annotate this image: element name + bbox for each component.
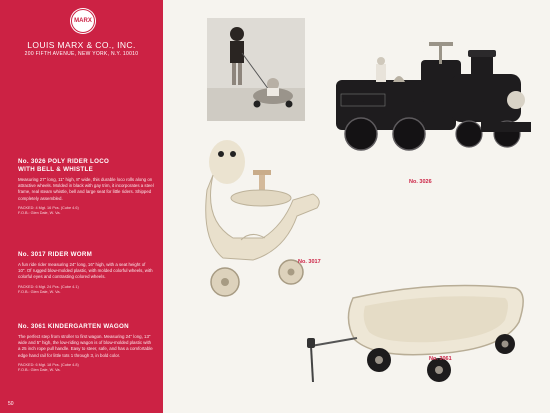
product-description: A fun ride rider measuring 24" long, 16" high, with a seat height of 10". Of rugged blow-molded plastic, with molded colorful wheels, with colorful eyes and contrasting colored wheels. — [18, 262, 153, 280]
product-title: No. 3026 POLY RIDER LOCO WITH BELL & WHISTLE — [18, 158, 110, 173]
marx-logo — [70, 8, 96, 34]
right-panel — [163, 0, 550, 413]
loco-label: No. 3026 — [409, 179, 432, 185]
product-block-worm — [18, 251, 154, 295]
marx-logo-text: MARX — [71, 9, 95, 33]
company-address: 200 FIFTH AVENUE, NEW YORK, N.Y. 10010 — [24, 51, 139, 57]
rider-worm-image — [193, 130, 328, 300]
wagon-label: No. 3061 — [429, 356, 452, 362]
product-description: The perfect step from stroller to first wagon. Measuring 24" long, 13" wide and 5" high, the low-riding wagon is of blow-molded plastic with a 25 inch rope pull handle. Easy to steer, safe, and has a comfortable edge hand rail for little tots 1 through 3, in bold color. — [18, 334, 153, 358]
product-title: No. 3061 KINDERGARTEN WAGON — [18, 323, 129, 330]
product-block-wagon — [18, 323, 154, 373]
product-block-loco — [18, 158, 154, 216]
children-photo — [207, 18, 305, 121]
product-title: No. 3017 RIDER WORM — [18, 251, 93, 258]
product-packing: PACKED: 6 Mgt. 18 Pcs. (Cube 4.8) F.O.B.: Glen Dale, W. Va. — [18, 362, 79, 372]
product-packing: PACKED: 6 Mgt. 24 Pcs. (Cube 4.1) F.O.B.: Glen Dale, W. Va. — [18, 284, 79, 294]
product-description: Measuring 27" long, 11" high, 8" wide, this durable loco rolls along on attractive wheels. Molded in black with gay trim, it incorporates a steel frame, real steam whistle, bell and large seat for little riders. Shipped completely assembled. — [18, 177, 154, 201]
worm-label: No. 3017 — [298, 259, 321, 265]
company-name: LOUIS MARX & CO., INC. — [27, 40, 136, 50]
kindergarten-wagon-image — [283, 280, 543, 390]
product-packing: PACKED: 4 Mgt. 16 Pcs. (Cube 4.6) F.O.B.: Glen Dale, W. Va. — [18, 205, 79, 215]
children-photo-image — [207, 18, 305, 121]
page-number: 50 — [8, 401, 14, 407]
left-panel — [0, 0, 163, 413]
poly-rider-loco-image — [331, 22, 541, 167]
